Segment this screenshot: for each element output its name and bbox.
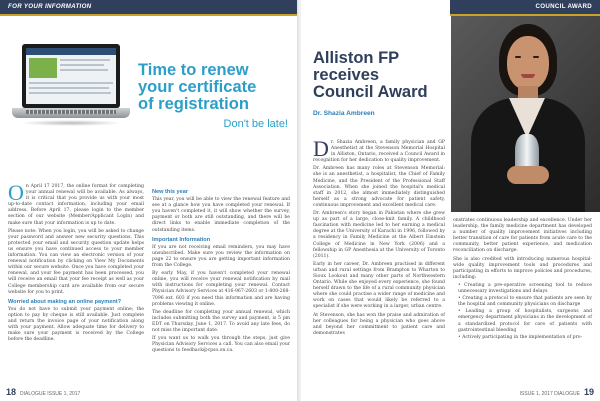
page-number: 19 xyxy=(583,387,594,397)
paragraph: onstrates continuous leadership and excellence. Under her leadership, the family medicine department has developed a number of quality improvement initiatives including better transition of care for patients from acute care to the community, better patient experience, and medication reconciliation on discharge. xyxy=(453,218,592,254)
paragraph: This year, you will be able to view the renewal feature and see at a glance how you have completed your renewal. If you haven't completed it, it will show whether the survey, payment or both are still outstanding, and there will be direct links to enable immediate completion of the outstanding items. xyxy=(152,197,290,233)
paragraph: At Stevenson, she has won the praise and admiration of her colleagues for being a physician who goes above and beyond her commitment to patient care and demonstrates xyxy=(313,312,445,336)
page-footer-right xyxy=(520,387,594,397)
page-number: 18 xyxy=(6,387,17,397)
renewal-article-subtitle: Don't be late! xyxy=(223,118,288,130)
drop-cap: D xyxy=(313,136,329,161)
header-accent-strip xyxy=(0,14,299,16)
paragraph: n April 17 2017, the online format for completing your annual renewal will be available. As always, it is critical that you provide us with your most up-to-date contact information, including your email address. Before April 17, please login to the member section of our website (Member/Applicant Login) and make sure that your information is up to date. xyxy=(8,184,144,226)
list-item: • Leading a group of hospitalists, surgeons and emergency department physicians in the development of a standardized protocol for care of patients with gastrointestinal bleeding xyxy=(458,309,592,333)
subheading: Worried about making an online payment? xyxy=(8,298,122,305)
paragraph: If you want us to walk you through the steps, just give Physician Advisory Services a call. You can also email your questions to feedback@cpso.on.ca. xyxy=(152,336,290,354)
right-page xyxy=(301,0,600,401)
subheading: Important Information xyxy=(152,236,211,243)
photo-face xyxy=(507,36,549,90)
website-text-line xyxy=(29,82,113,84)
photo-smile xyxy=(521,74,535,78)
left-column-2 xyxy=(152,186,290,356)
paragraph: Early in her career, Dr. Ambreen practised in different urban and rural settings from Brampton to Wharton to Sioux Lookout and many other parts of Northwestern Ontario. While she enjoyed every experience, she found herself drawn to the life of a rural community physician where she could practise a wider range of medicine and work on cases that would likely be referred to a specialist if she were working in a larger, urban centre. xyxy=(313,261,445,310)
title-line: of registration xyxy=(138,95,249,113)
website-text-line xyxy=(60,64,104,66)
subheading: New this year xyxy=(152,189,189,195)
laptop-keyboard xyxy=(26,110,116,114)
paragraph: Dr. Ambreen has many roles at Stevenson Memorial: she is an anesthetist, a hospitalist, the Chief of Family Medicine, and the President of the Professional Staff Association. When she joined the hospital's medical staff in 2012, she almost immediately distinguished herself as a strong advocate for patient safety, continuous improvement and excellent medical care. xyxy=(313,166,445,208)
website-text-line xyxy=(29,92,111,94)
right-column-1 xyxy=(313,136,445,339)
website-text-line xyxy=(29,87,109,89)
paragraph: Dr. Ambreen's story began in Pakistan where she grew up as part of a large, close-knit family. A childhood fascination with medicine led to her earning a medical degree at the University of Karachi in 1996, followed by a residency in Family Medicine at the Albert Einstein College of Medicine in New York (2006) and a fellowship in GP Anesthesia at the University of Toronto (2011). xyxy=(313,211,445,259)
paragraph: Please note: When you login, you will be asked to change your password and answer new security questions. This protected your email and security question update helps us ensure you have continued access to your member information. You can view an electronic version of your renewal notification by clicking on View My Documents within our secure website. Once you have completed your renewal, and your fee payment has been processed, you will receive an email that your fee receipt as well as your College membership card are available from our secure website for you to print. xyxy=(8,228,144,295)
initiatives-list xyxy=(453,283,592,341)
photo-hands xyxy=(507,166,549,184)
website-banner xyxy=(29,58,57,78)
article-byline: Dr. Shazia Ambreen xyxy=(313,110,375,117)
website-header-bar xyxy=(26,48,116,55)
footer-publication: DIALOGUE ISSUE 1, 2017 xyxy=(20,391,81,397)
laptop-illustration xyxy=(12,44,130,130)
paragraph: By early May, if you haven't completed your renewal online, you will receive your renewal notification by mail with instructions for completing your renewal. Contact Physician Advisory Services at 416-967-2603 or 1-800-268-7096 ext. 603 if you need this information and are having problems viewing it online. xyxy=(152,271,290,307)
page-footer-left xyxy=(6,387,80,397)
list-item: • Creating a protocol to ensure that patients are seen by the hospital and community physicians on discharge xyxy=(458,296,592,308)
footer-publication: ISSUE 1, 2017 DIALOGUE xyxy=(519,391,580,397)
award-article-title xyxy=(313,50,453,101)
left-column-1 xyxy=(8,180,144,345)
section-header-right: COUNCIL AWARD xyxy=(450,0,600,14)
photo-eye xyxy=(533,56,539,58)
renewal-article-title xyxy=(138,62,294,113)
list-item: • Actively participating in the implementation of pro- xyxy=(458,334,583,340)
laptop-screen xyxy=(22,44,120,108)
title-line: Alliston FP xyxy=(313,49,400,67)
title-line: Council Award xyxy=(313,83,428,101)
photo-eye xyxy=(515,56,521,58)
section-header-left xyxy=(0,0,299,14)
title-line: Time to renew xyxy=(138,61,249,79)
website-text-line xyxy=(60,59,110,61)
drop-cap: O xyxy=(8,180,24,205)
section-header-label: FOR YOUR INFORMATION xyxy=(8,3,92,10)
paragraph: If you are not receiving email reminders, you may have unsubscribed. Make sure you review the information on page 22 to ensure you are getting important information from the College. xyxy=(152,244,290,269)
title-line: your certificate xyxy=(138,78,257,96)
paragraph: She is also credited with introducing numerous hospital-wide quality improvement tools and procedures and participating in efforts to improve policies and procedures, including: xyxy=(453,256,592,280)
website-text-line xyxy=(60,69,108,71)
left-page xyxy=(0,0,299,401)
laptop-shadow xyxy=(20,120,122,126)
award-recipient-photo xyxy=(451,16,600,212)
paragraph: The deadline for completing your annual renewal, which includes submitting both the survey and payment, is 5 pm EDT on Thursday, June 1, 2017. To avoid any late fees, do not miss the important date. xyxy=(152,309,290,333)
website-screenshot xyxy=(26,48,116,104)
list-item: • Creating a pre-operative screening tool to reduce unnecessary investigations and delays xyxy=(458,282,592,295)
paragraph: r. Shazia Ambreen, a family physician and GP Anesthetist at the Stevenson Memorial Hospital in Alliston, Ontario, received a Council Award in recognition for her dedication to quality improvement. xyxy=(313,140,445,164)
title-line: receives xyxy=(313,66,380,84)
paragraph: You do not have to submit your payment online; the option to pay by cheque is still available. Just complete and return the invoice page of your notification along with your payment. Allow adequate time for delivery to make sure your payment is received by the College before the deadline. xyxy=(8,306,144,343)
right-column-2 xyxy=(453,218,592,342)
